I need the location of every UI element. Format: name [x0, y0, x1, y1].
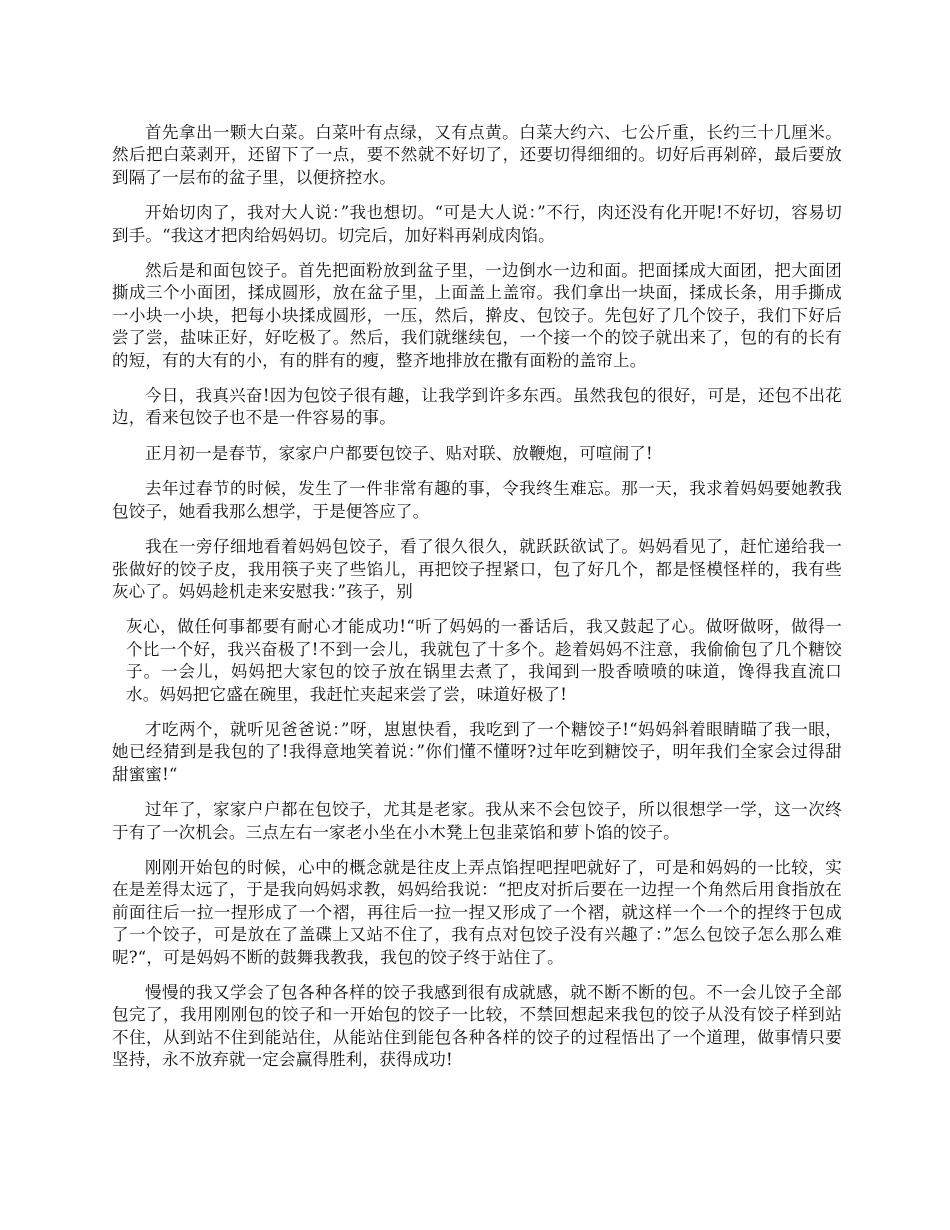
paragraph-11: 刚刚开始包的时候，心中的概念就是往皮上弄点馅捏吧捏吧就好了，可是和妈妈的一比较，实在是差得太远了，于是我向妈妈求教，妈妈给我说：“把皮对折后要在一边捏一个角然后用食指放在前面往后一拉一捏形成了一个褶，再往后一拉一捏又形成了一个褶，就这样一个一个的捏终于包成了一个饺子，可是放在了盖碟上又站不住了，我有点对包饺子没有兴趣了：”怎么包饺子怎么那么难呢?“，可是妈妈不断的鼓舞我教我，我包的饺子终于站住了。 — [112, 857, 842, 967]
paragraph-6: 去年过春节的时候，发生了一件非常有趣的事，令我终生难忘。那一天，我求着妈妈要她教我包饺子，她看我那么想学，于是便答应了。 — [112, 479, 842, 521]
paragraph-8: 灰心，做任何事都要有耐心才能成功!“听了妈妈的一番话后，我又鼓起了心。做呀做呀，做得一个比一个好，我兴奋极了!不到一会儿，我就包了十多个。趁着妈妈不注意，我偷偷包了几个糖饺子。一会儿，妈妈把大家包的饺子放在锅里去煮了，我闻到一股香喷喷的味道，馋得我直流口水。妈妈把它盛在碗里，我赶忙夹起来尝了尝，味道好极了! — [126, 617, 842, 704]
paragraph-3: 然后是和面包饺子。首先把面粉放到盆子里，一边倒水一边和面。把面揉成大面团，把大面团撕成三个小面团，揉成圆形，放在盆子里，上面盖上盖帘。我们拿出一块面，揉成长条，用手撕成一小块一小块，把每小块揉成圆形，一压，然后，擀皮、包饺子。先包好了几个饺子，我们下好后尝了尝，盐味正好，好吃极了。然后，我们就继续包，一个接一个的饺子就出来了，包的有的长有的短，有的大有的小，有的胖有的瘦，整齐地排放在撒有面粉的盖帘上。 — [112, 261, 842, 370]
document-body — [112, 122, 842, 1085]
paragraph-12: 慢慢的我又学会了包各种各样的饺子我感到很有成就感，就不断不断的包。不一会儿饺子全部包完了，我用刚刚包的饺子和一开始包的饺子一比较，不禁回想起来我包的饺子从没有饺子样到站不住，从到站不住到能站住，从能站住到能包各种各样的饺子的过程悟出了一个道理，做事情只要坚持，永不放弃就一定会赢得胜利，获得成功! — [112, 983, 842, 1070]
paragraph-10: 过年了，家家户户都在包饺子，尤其是老家。我从来不会包饺子，所以很想学一学，这一次终于有了一次机会。三点左右一家老小坐在小木凳上包韭菜馅和萝卜馅的饺子。 — [112, 800, 842, 842]
paragraph-2: 开始切肉了，我对大人说：”我也想切。“可是大人说：”不行，肉还没有化开呢!不好切，容易切到手。“我这才把肉给妈妈切。切完后，加好料再剁成肉馅。 — [112, 203, 842, 245]
paragraph-1: 首先拿出一颗大白菜。白菜叶有点绿，又有点黄。白菜大约六、七公斤重，长约三十几厘米。然后把白菜剥开，还留下了一点，要不然就不好切了，还要切得细细的。切好后再剁碎，最后要放到隔了一层布的盆子里，以便挤控水。 — [112, 123, 842, 187]
paragraph-9: 才吃两个，就听见爸爸说：”呀，崽崽快看，我吃到了一个糖饺子!“妈妈斜着眼睛瞄了我一眼，她已经猜到是我包的了!我得意地笑着说：”你们懂不懂呀?过年吃到糖饺子，明年我们全家会过得甜甜蜜蜜!“ — [112, 719, 842, 784]
paragraph-5: 正月初一是春节，家家户户都要包饺子、贴对联、放鞭炮，可喧闹了! — [145, 443, 653, 463]
paragraph-4: 今日，我真兴奋!因为包饺子很有趣，让我学到许多东西。虽然我包的很好，可是，还包不出花边，看来包饺子也不是一件容易的事。 — [112, 386, 842, 428]
paragraph-7: 我在一旁仔细地看着妈妈包饺子，看了很久很久，就跃跃欲试了。妈妈看见了，赶忙递给我一张做好的饺子皮，我用筷子夹了些馅儿，再把饺子捏紧口，包了好几个，都是怪模怪样的，我有些灰心了。妈妈趁机走来安慰我：”孩子，别 — [112, 537, 842, 601]
